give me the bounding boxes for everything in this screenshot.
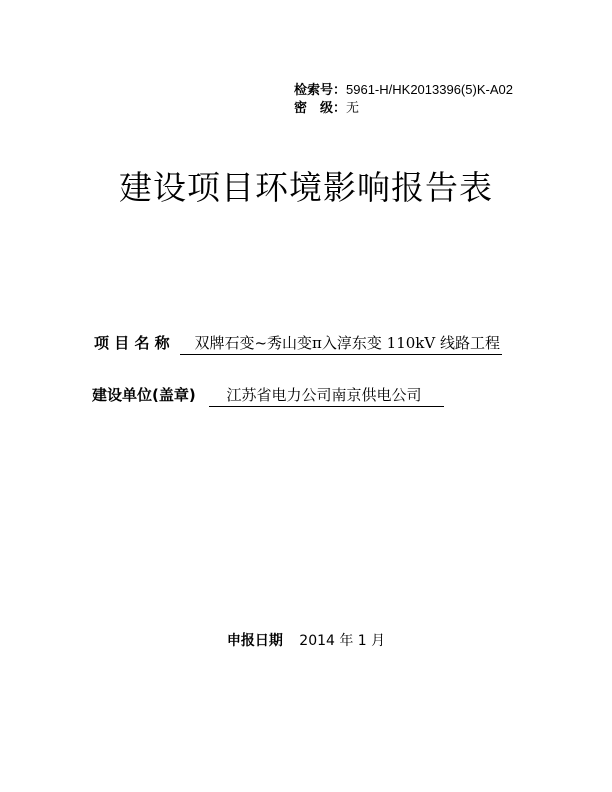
index-number-line bbox=[294, 82, 513, 99]
project-name-row bbox=[94, 333, 502, 355]
index-number-label: 检索号： bbox=[294, 83, 347, 98]
secrecy-level-label: 密 级： bbox=[294, 101, 347, 116]
secrecy-level-line bbox=[294, 101, 359, 117]
index-number-value: 5961-H/HK2013396(5)K-A02 bbox=[346, 82, 513, 97]
document-title: 建设项目环境影响报告表 bbox=[119, 168, 493, 207]
secrecy-level-value: 无 bbox=[346, 101, 360, 116]
project-name-label: 项 目 名 称 bbox=[94, 334, 170, 352]
report-date-label: 申报日期 bbox=[226, 633, 283, 649]
project-name-value: 双牌石变~秀山变π入淳东变 110kV 线路工程 bbox=[180, 333, 502, 355]
report-date-line bbox=[0, 632, 612, 650]
report-date-value: 2014 年 1 月 bbox=[299, 633, 386, 649]
construction-unit-row bbox=[92, 385, 444, 407]
construction-unit-label: 建设单位(盖章) bbox=[92, 386, 196, 404]
construction-unit-value: 江苏省电力公司南京供电公司 bbox=[209, 385, 444, 407]
